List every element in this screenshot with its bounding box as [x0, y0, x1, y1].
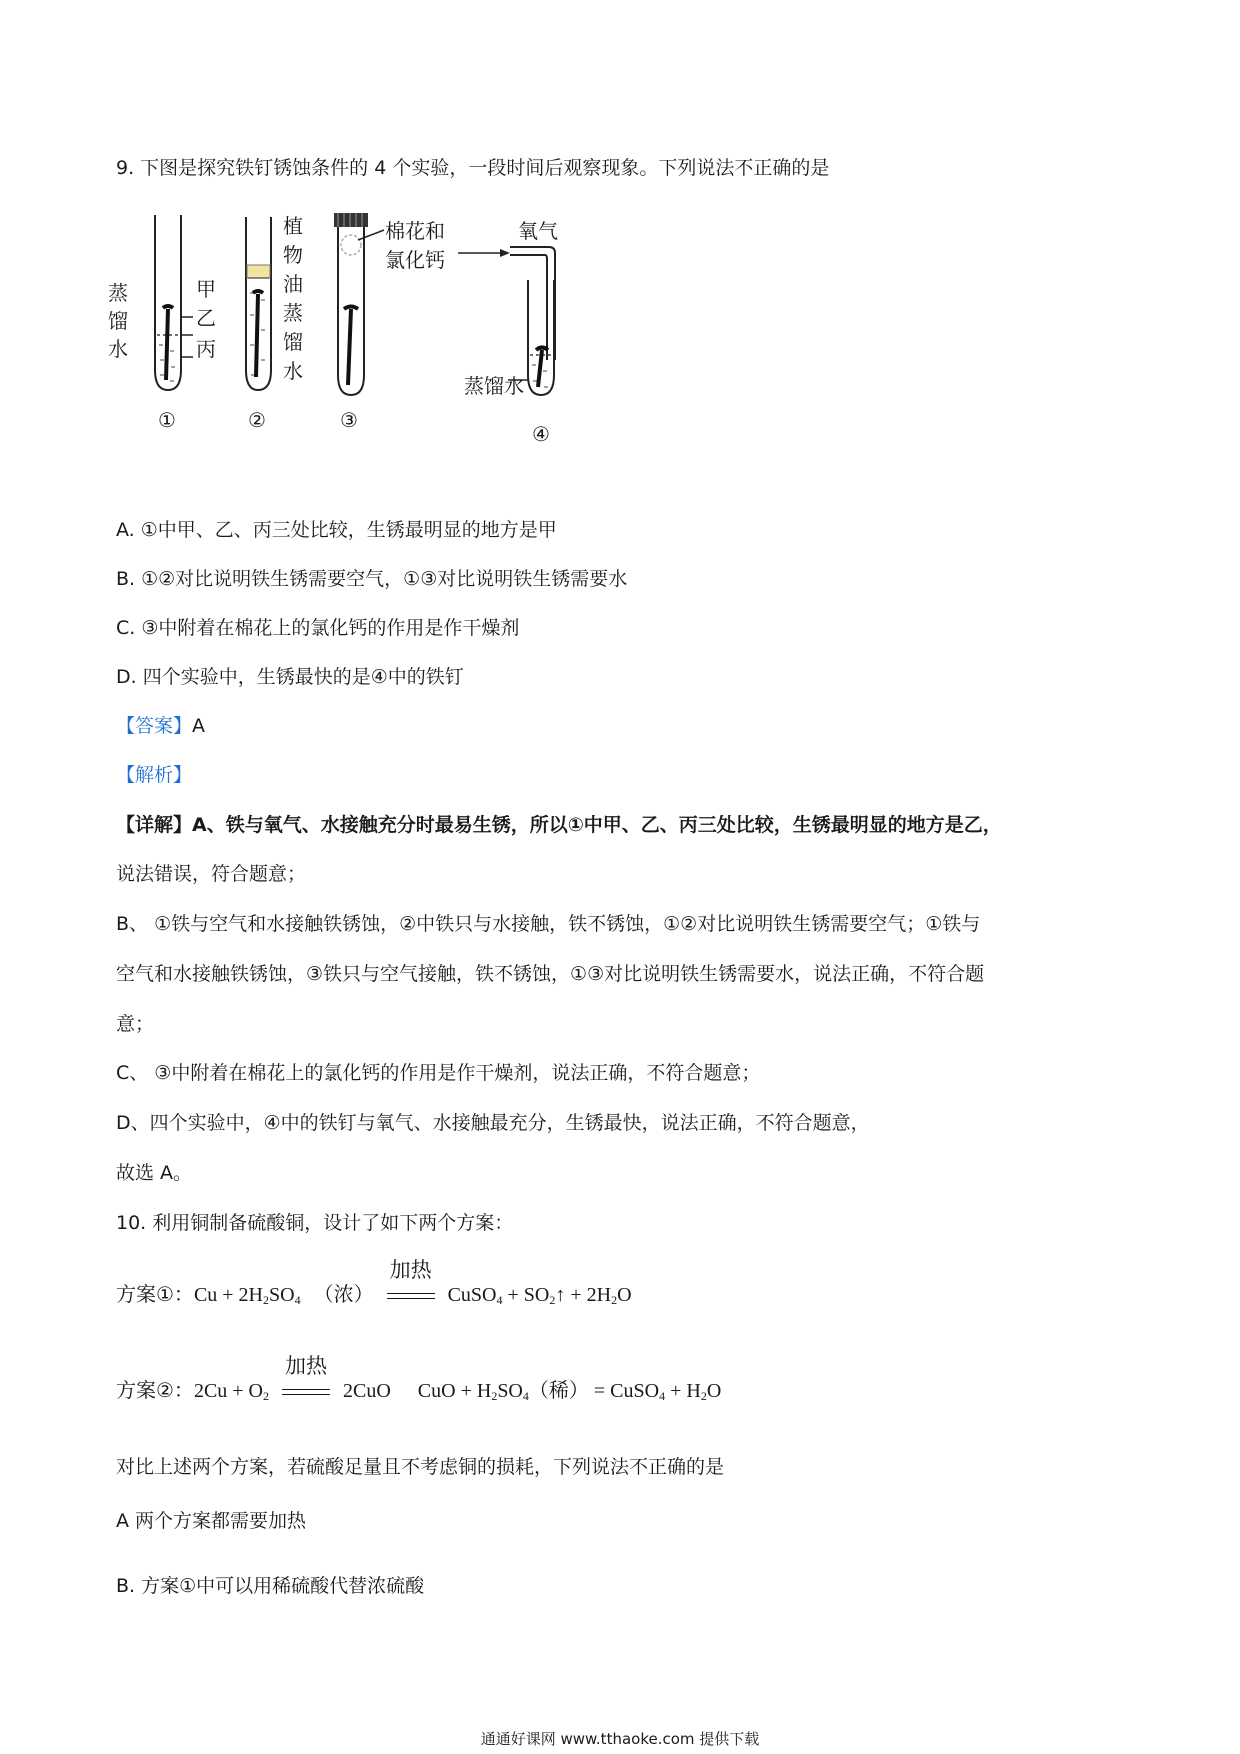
plan1-so2: + SO	[502, 1284, 550, 1306]
label-oil-1: 植	[283, 214, 303, 238]
label-cotton-1: 棉花和	[385, 219, 445, 243]
plan2-condition-sign	[282, 1354, 330, 1406]
plan1-heat-label: 加热	[389, 1258, 432, 1283]
plan2-product: 2CuO	[343, 1380, 391, 1402]
footer-source: 通通好课网 www.tthaoke.com 提供下载	[480, 1730, 760, 1748]
plan2-eq2-o: O	[706, 1380, 722, 1402]
plan1-condition-sign	[387, 1258, 435, 1310]
test-tube-2	[246, 217, 271, 390]
q10-option-b: B. 方案①中可以用稀硫酸代替浓硫酸	[116, 1575, 425, 1597]
q9-answer	[116, 712, 205, 740]
q9-detail-line-2: 说法错误，符合题意；	[116, 863, 307, 885]
plan2-sub-4: 4	[659, 1389, 666, 1403]
q9-option-d: D. 四个实验中，生锈最快的是④中的铁钉	[116, 666, 464, 688]
plan1-sub-4: 2	[549, 1293, 556, 1307]
q10-plan-2	[116, 1354, 722, 1406]
plan1-concentrated: （浓）	[313, 1282, 374, 1306]
plan2-sub-5: 2	[700, 1389, 707, 1403]
plan2-eq2-h: + H	[665, 1380, 701, 1402]
label-position-yi: 乙	[196, 306, 216, 330]
label-zhengliu-water-2c: 水	[283, 359, 303, 383]
test-tube-1	[155, 215, 193, 390]
q9-stem: 9. 下图是探究铁钉锈蚀条件的 4 个实验，一段时间后观察现象。下列说法不正确的是	[116, 157, 830, 179]
q9-detail-line-6: C、 ③中附着在棉花上的氯化钙的作用是作干燥剂，说法正确，不符合题意；	[116, 1062, 761, 1084]
label-cotton-2: 氯化钙	[385, 248, 445, 272]
plan2-label: 方案②：	[116, 1378, 194, 1402]
q9-detail-line-3: B、 ①铁与空气和水接触铁锈蚀，②中铁只与水接触，铁不锈蚀，①②对比说明铁生锈需要空气；①铁与	[116, 913, 981, 935]
plan2-dilute: （稀）	[528, 1378, 589, 1402]
answer-label: 【答案】	[116, 715, 193, 737]
q10-plan-1	[116, 1258, 632, 1310]
test-tube-4	[458, 247, 555, 395]
label-oil-3: 油	[283, 272, 303, 296]
tube-number-1: ①	[158, 408, 176, 432]
q9-detail-line-5: 意；	[116, 1013, 155, 1035]
plan1-so: SO	[269, 1284, 295, 1306]
tube-number-3: ③	[340, 408, 358, 432]
plan1-label: 方案①：	[116, 1282, 194, 1306]
plan1-cuso: CuSO	[447, 1284, 497, 1306]
answer-value: A	[192, 715, 206, 737]
plan2-reactant: 2Cu + O	[193, 1380, 263, 1402]
q10-compare: 对比上述两个方案，若硫酸足量且不考虑铜的损耗，下列说法不正确的是	[116, 1456, 725, 1478]
label-position-jia: 甲	[196, 277, 216, 301]
detail-label: 【详解】	[116, 814, 193, 836]
plan2-sub-2: 2	[491, 1389, 498, 1403]
q9-detail-line-7: D、四个实验中，④中的铁钉与氧气、水接触最充分，生锈最快，说法正确，不符合题意，	[116, 1112, 870, 1134]
plan2-eq2-reactant: CuO + H	[417, 1380, 492, 1402]
q9-option-b: B. ①②对比说明铁生锈需要空气，①③对比说明铁生锈需要水	[116, 568, 628, 590]
q9-detail-line-1	[116, 811, 1002, 839]
q10-stem: 10. 利用铜制备硫酸铜，设计了如下两个方案：	[116, 1212, 514, 1234]
label-zhengliu-water-2b: 馏	[283, 330, 303, 354]
plan1-sub-5: 2	[611, 1293, 618, 1307]
q9-option-a: A. ①中甲、乙、丙三处比较，生锈最明显的地方是甲	[116, 519, 557, 541]
plan1-sub-3: 4	[496, 1293, 503, 1307]
test-tube-3	[334, 213, 384, 395]
plan2-sub-3: 4	[522, 1389, 529, 1403]
plan1-sub-2: 4	[294, 1293, 301, 1307]
plan1-gas-water: ↑ + 2H	[555, 1284, 612, 1306]
label-zhengliu-water-1a: 蒸	[108, 281, 128, 305]
label-oxygen: 氧气	[518, 219, 558, 243]
plan2-heat-label: 加热	[285, 1354, 327, 1379]
plan1-reactant: Cu + 2H	[193, 1284, 263, 1306]
label-position-bing: 丙	[196, 337, 216, 361]
plan2-sub-1: 2	[263, 1389, 269, 1403]
q9-detail-line-8: 故选 A。	[116, 1162, 193, 1184]
label-zhengliu-water-1c: 水	[108, 337, 128, 361]
plan2-eq2-cuso: = CuSO	[593, 1380, 660, 1402]
label-oil-2: 物	[283, 243, 303, 267]
label-zhengliu-water-4: 蒸馏水	[464, 374, 524, 398]
q9-analysis-label: 【解析】	[116, 764, 193, 786]
label-zhengliu-water-1b: 馏	[108, 309, 128, 333]
plan2-eq2-so: SO	[497, 1380, 523, 1402]
tube-number-4: ④	[532, 422, 550, 446]
tube-number-2: ②	[248, 408, 266, 432]
q10-option-a: A 两个方案都需要加热	[116, 1510, 307, 1532]
detail-text-1: A、铁与氧气、水接触充分时最易生锈，所以①中甲、乙、丙三处比较，生锈最明显的地方是乙，	[192, 814, 1002, 836]
plan1-o: O	[617, 1284, 632, 1306]
iron-rust-experiment-figure	[108, 205, 628, 450]
plan1-sub-1: 2	[263, 1293, 269, 1307]
label-zhengliu-water-2a: 蒸	[283, 301, 303, 325]
q9-detail-line-4: 空气和水接触铁锈蚀，③铁只与空气接触，铁不锈蚀，①③对比说明铁生锈需要水，说法正确，不符合题	[116, 963, 985, 985]
q9-option-c: C. ③中附着在棉花上的氯化钙的作用是作干燥剂	[116, 617, 520, 639]
